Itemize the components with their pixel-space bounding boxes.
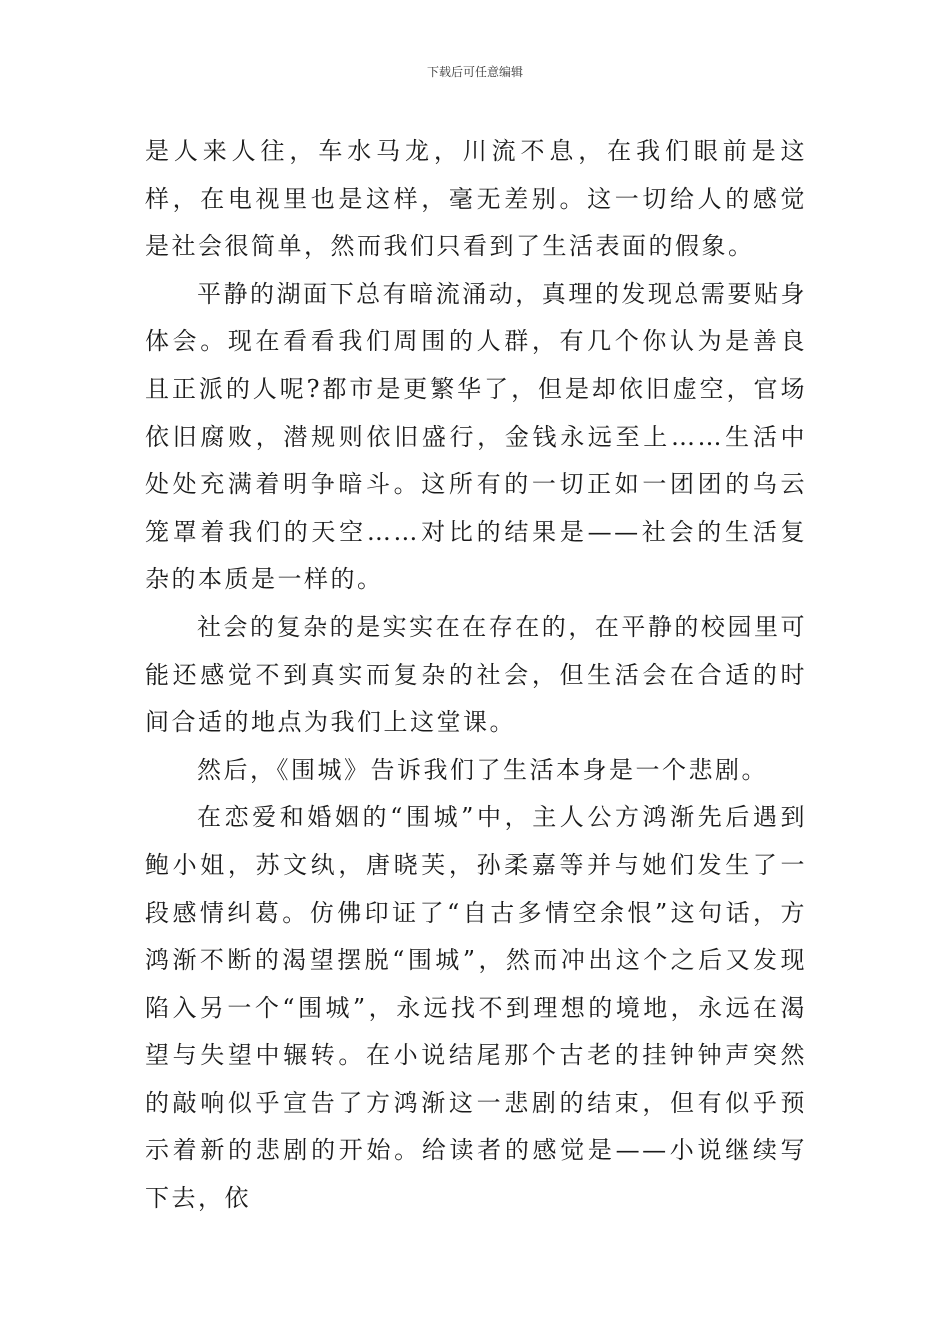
paragraph-2: 平静的湖面下总有暗流涌动，真理的发现总需要贴身体会。现在看看我们周围的人群，有几个你认为是善良且正派的人呢?都市是更繁华了，但是却依旧虚空，官场依旧腐败，潜规则依旧盛行，金钱永远至上……生活中处处充满着明争暗斗。这所有的一切正如一团团的乌云笼罩着我们的天空……对比的结果是——社会的生活复杂的本质是一样的。	[145, 279, 807, 594]
paragraph-3: 社会的复杂的是实实在在存在的，在平静的校园里可能还感觉不到真实而复杂的社会，但生活会在合适的时间合适的地点为我们上这堂课。	[145, 612, 807, 737]
page-header-note: 下载后可任意编辑	[426, 65, 523, 79]
document-body	[145, 128, 807, 1223]
paragraph-1: 是人来人往，车水马龙，川流不息，在我们眼前是这样，在电视里也是这样，毫无差别。这一切给人的感觉是社会很简单，然而我们只看到了生活表面的假象。	[145, 137, 807, 261]
paragraph-4: 然后，《围城》告诉我们了生活本身是一个悲剧。	[197, 755, 768, 784]
paragraph-5: 在恋爱和婚姻的“围城”中，主人公方鸿渐先后遇到鲍小姐，苏文纨，唐晓芙，孙柔嘉等并与她们发生了一段感情纠葛。仿佛印证了“自古多情空余恨”这句话，方鸿渐不断的渴望摆脱“围城”，然而冲出这个之后又发现陷入另一个“围城”，永远找不到理想的境地，永远在渴望与失望中辗转。在小说结尾那个古老的挂钟钟声突然的敲响似乎宣告了方鸿渐这一悲剧的结束，但有似乎预示着新的悲剧的开始。给读者的感觉是——小说继续写下去，依	[145, 803, 807, 1213]
